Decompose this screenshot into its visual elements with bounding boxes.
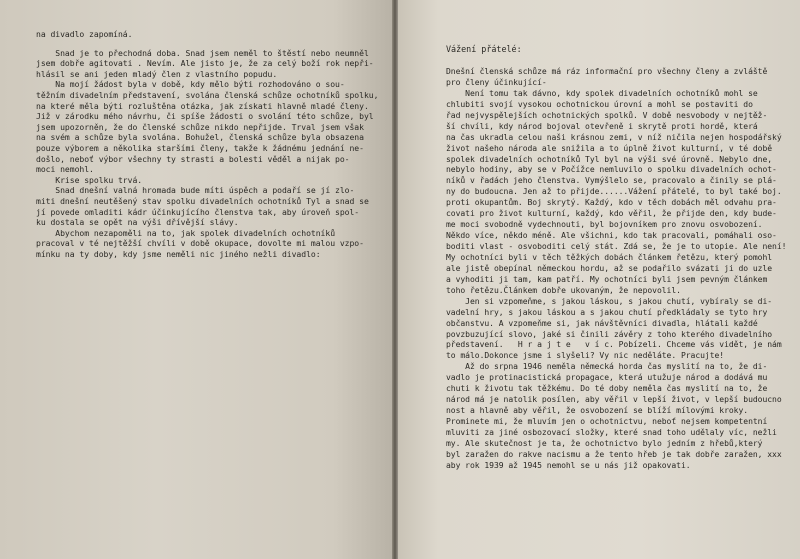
text-line: My ochotníci byli v těch těžkých dobách článkem řetězu, který pomohl	[446, 252, 773, 262]
text-line: řad nejvyspělejších ochotnických spolků. V době nesvobody v nejtěž-	[446, 110, 768, 120]
text-line: my. Ale skutečnost je ta, že ochotnictvo bylo jedním z hřebů,který	[446, 438, 763, 448]
text-line: hlásil se ani jeden mladý člen z vlastního popudu.	[36, 68, 278, 79]
salutation: Vážení přátelé:	[446, 44, 522, 54]
text-line: Prominete mi, že mluvím jen o ochotnictvu, neboť nejsem kompetentní	[446, 417, 768, 426]
text-line: ku dostala se opět na výši dřívější slávy.	[36, 217, 239, 228]
text-line: spolek divadelních ochotníků Tyl byl na výši své úrovně. Nebylo dne,	[446, 154, 773, 164]
text-line: došlo, neboť výbor všechny ty strasti a bolesti věděl a nijak po-	[36, 153, 350, 164]
text-line: níků v řadách jeho členstva. Vymýšlelo se, pracovalo a činily se plá-	[446, 176, 777, 186]
text-line: na divadlo zapomíná.	[36, 29, 133, 39]
text-line: nost a hlavně aby věřil, že osvobození se blíží mílovými kroky.	[446, 406, 749, 416]
text-line: Snad dnešní valná hromada bude míti úspěch a podaří se jí zlo-	[36, 185, 355, 196]
text-line: Až do srpna 1946 neměla německá horda čas myslití na to, že di-	[446, 362, 768, 372]
text-line: Dnešní členská schůze má ráz informační pro všechny členy a zvláště	[446, 67, 768, 76]
text-line: pro členy účinkující-	[446, 77, 547, 87]
text-line: národ má je natolik posílen, aby věřil v lepší život, v lepší budoucno	[446, 395, 782, 405]
text-line: vadelní hry, s jakou láskou a s jakou chutí předkládaly se tyto hry	[446, 307, 768, 317]
text-line: ny do budoucna. Jen až to přijde......Vážení přátelé, to byl také boj.	[446, 187, 782, 197]
text-line: jí povede omladiti kádr účinkujícího členstva tak, aby úroveň spol-	[36, 206, 360, 217]
text-line: Jen si vzpomeňme, s jakou láskou, s jakou chutí, vybíraly se di-	[446, 296, 773, 306]
text-line: byl zaražen do rakve nacismu a že tento hřeb je tak dobře zaražen, xxx	[446, 449, 782, 459]
text-line: na čas ukradla celou naši krásnou zemi, v níž ničila nejen hospodářský	[446, 132, 782, 142]
text-line: ale jistě obepínal německou hordu, až se podařilo svázati ji do uzle	[446, 263, 773, 273]
text-line: ší chvíli, kdy národ bojoval otevřeně i skrytě proti hordě, která	[446, 121, 758, 131]
text-line: nebylo hodiny, aby se v Počížce nemluvilo o spolku divadelních ochot-	[446, 165, 777, 175]
text-line: mínku na ty doby, kdy jsme neměli nic jiného nežli divadlo:	[36, 248, 321, 259]
text-line: vadlo je protinacistická propagace, která utužuje národ a dodává mu	[446, 373, 768, 383]
text-line: Snad je to přechodná doba. Snad jsem neměl to štěstí nebo neumněl	[36, 47, 369, 58]
text-line: Krise spolku trvá.	[36, 174, 143, 185]
text-line: moci nemohl.	[36, 164, 94, 175]
text-line: toho řetězu.Článkem dobře ukovaným, že nepovolil.	[446, 285, 681, 295]
right-page-text	[446, 67, 798, 472]
left-page-text	[36, 29, 386, 259]
text-line: me moci svobodně vydechnouti, byl bojovníkem pro znovu osvobození.	[446, 220, 763, 230]
text-line: chuti k životu tak těžkému. Do té doby neměla čas myslití na to, že	[446, 384, 768, 394]
text-line: miti dnešní neutěšený stav spolku divadelních ochotníků Tyl a snad se	[36, 195, 369, 206]
text-line: Někdo více, někdo méně. Ale všichni, kdo tak pracovali, pomáhali oso-	[446, 231, 777, 241]
text-line: pracoval v té nejtěžší chvíli v době okupace, dovolte mi malou vzpo-	[36, 238, 364, 249]
text-line: mluviti za jiné osbozovací složky, které snad toho udělaly víc, nežli	[446, 427, 777, 437]
text-line: jsem dobře agitovati . Nevím. Ale jisto je, že za celý boží rok nepři-	[36, 58, 374, 69]
text-line: povzbuzující slovo, jaké si činili závěry z toho kterého divadelního	[446, 329, 773, 339]
text-line: na svém a schůze byla svolána. Bohužel, členská schůze byla obsazena	[36, 132, 364, 143]
text-line: na které měla býti rozluštěna otázka, jak získati hlavně mladé členy.	[36, 100, 369, 111]
left-document-page	[0, 0, 392, 559]
text-line: proti okupantům. Boj skrytý. Každý, kdo v těch dobách měl odvahu pra-	[446, 198, 777, 208]
text-line: a vyhoditi ji tam, kam patří. My ochotníci byli jsem pevným článkem	[446, 274, 768, 284]
text-line: Na mojí žádost byla v době, kdy mělo býti rozhodováno o sou-	[36, 79, 345, 90]
text-line: jsem upozorněn, že do členské schůze nikdo nepřijde. Trval jsem však	[36, 121, 364, 132]
text-line: Není tomu tak dávno, kdy spolek divadelních ochotníků mohl se	[446, 88, 758, 98]
text-line: boditi vlast - osvoboditi celý stát. Zdá se, že je to utopie. Ale není!	[446, 242, 787, 251]
text-line: aby rok 1939 až 1945 nemohl se u nás již opakovati.	[446, 460, 691, 470]
text-line: představení. H r a j t e v í c. Pobízeli. Chceme vás vidět, je nám	[446, 340, 782, 350]
text-line: covati pro život kulturní, každý, kdo věřil, že přijde den, kdy bude-	[446, 209, 777, 219]
text-line: občanstvu. A vzpomeňme si, jak návštěvníci divadla, hlátali každé	[446, 318, 758, 328]
text-line: to málo.Dokonce jsme i slyšeli? Vy nic neděláte. Pracujte!	[446, 351, 725, 361]
text-line: chlubiti svojí vysokou ochotnickou úrovní a mohl se postaviti do	[446, 99, 753, 109]
text-line: Již v zárodku mého návrhu, či spíše žádosti o svolání této schůze, byl	[36, 111, 374, 122]
text-line: Abychom nezapoměli na to, jak spolek divadelních ochotníků	[36, 227, 336, 238]
text-line	[36, 40, 386, 48]
right-document-page	[398, 0, 800, 559]
text-line: těžním divadelním představení, svolána členská schůze ochotníků spolku,	[36, 89, 379, 100]
text-line: život našeho národa ale snižila a to úplně život kulturní, v té době	[446, 143, 773, 153]
text-line: pouze výborem a několika staršími členy, takže k žádnému jednání ne-	[36, 142, 364, 153]
